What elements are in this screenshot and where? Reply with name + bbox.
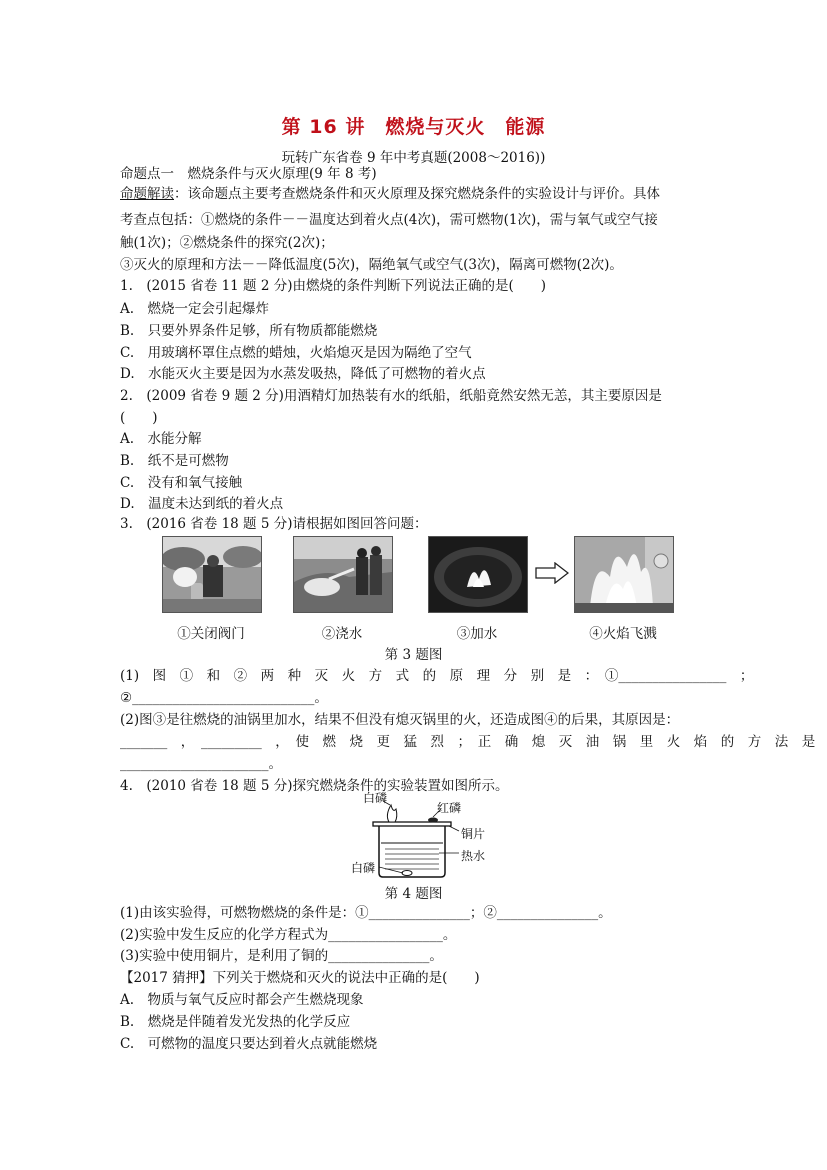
page-title: 第 16 讲 燃烧与灭火 能源 [281,116,546,138]
caption-3: ③加水 [456,626,498,642]
q3-stem: 3. (2016 省卷 18 题 5 分)请根据如图回答问题： [120,516,428,532]
q2-option-a: A. 水能分解 [120,431,202,447]
reading-line-2: 考查点包括：①燃烧的条件－－温度达到着火点(4次)，需可燃物(1次)，需与氧气或空气接 [120,212,658,228]
q1-option-c: C. 用玻璃杯罩住点燃的蜡烛，火焰熄灭是因为隔绝了空气 [120,345,472,361]
guess-option-b: B. 燃烧是伴随着发光发热的化学反应 [120,1014,351,1030]
q1-stem: 1. (2015 省卷 11 题 2 分)由燃烧的条件判断下列说法正确的是( ) [120,278,547,294]
q2-option-c: C. 没有和氧气接触 [120,475,243,491]
q1-option-a: A. 燃烧一定会引起爆炸 [120,301,270,317]
caption-1: ①关闭阀门 [177,626,245,642]
q3-figure [140,536,700,646]
topic-reading [120,184,720,204]
q4-part3: (3)实验中使用铜片，是利用了铜的_______________。 [120,948,443,964]
q3-part2-line3: ______________________。 [120,756,282,772]
q2-stem-paren: ( ) [120,410,158,426]
right-arrow-icon [535,562,569,584]
label-white-phosphorus-bottom: 白磷 [351,861,376,875]
photo-flame-splash [574,536,674,613]
guess-stem: 【2017 猜押】下列关于燃烧和灭火的说法中正确的是( ) [120,970,480,986]
q2-stem: 2. (2009 省卷 9 题 2 分)用酒精灯加热装有水的纸船，纸船竟然安然无恙，其主要原因是 [120,388,662,404]
q4-apparatus-diagram [345,791,495,880]
q4-stem: 4. (2010 省卷 18 题 5 分)探究燃烧条件的实验装置如图所示。 [120,778,509,794]
reading-text: ：该命题点主要考查燃烧条件和灭火原理及探究燃烧条件的实验设计与评价。具体 [174,186,660,202]
q3-part1-line1: (1) 图 ① 和 ② 两 种 灭 火 方 式 的 原 理 分 别 是 ： ①________________ ； [120,668,754,684]
photo-pour-water [293,536,393,613]
q4-figure-caption: 第 4 题图 [384,886,443,902]
caption-2: ②浇水 [321,626,363,642]
label-red-phosphorus: 红磷 [437,801,462,815]
photo-close-valve [162,536,262,613]
q3-figure-caption: 第 3 题图 [384,647,443,663]
q3-part1-line2: ②___________________________。 [120,690,328,706]
reading-label: 命题解读 [120,186,174,202]
reading-line-3: 触(1次)；②燃烧条件的探究(2次)； [120,235,334,251]
page-subtitle: 玩转广东省卷 9 年中考真题(2008～2016)) [281,150,546,166]
q1-option-b: B. 只要外界条件足够，所有物质都能燃烧 [120,323,378,339]
caption-4: ④火焰飞溅 [589,626,657,642]
guess-option-a: A. 物质与氧气反应时都会产生燃烧现象 [120,992,364,1008]
q4-part2: (2)实验中发生反应的化学方程式为_________________。 [120,927,457,943]
q2-option-b: B. 纸不是可燃物 [120,453,229,469]
label-white-phosphorus-top: 白磷 [363,791,388,805]
reading-line-4: ③灭火的原理和方法－－降低温度(5次)，隔绝氧气或空气(3次)，隔离可燃物(2次)。 [120,257,623,273]
photo-add-water [428,536,528,613]
guess-option-c: C. 可燃物的温度只要达到着火点就能燃烧 [120,1036,378,1052]
q2-option-d: D. 温度未达到纸的着火点 [120,496,284,512]
topic-heading: 命题点一 燃烧条件与灭火原理(9 年 8 考) [120,166,377,182]
q3-part2-line2: _______ ， _________ ， 使 燃 烧 更 猛 烈 ； 正 确 熄 灭 油 锅 里 火 焰 的 方 法 是 [120,734,816,750]
q4-part1: (1)由该实验得，可燃物燃烧的条件是：①_______________；②_______________。 [120,905,612,921]
label-copper-plate: 铜片 [461,827,486,841]
q3-part2-line1: (2)图③是往燃烧的油锅里加水，结果不但没有熄灭锅里的火，还造成图④的后果，其原因是： [120,712,680,728]
label-hot-water: 热水 [461,849,486,863]
q1-option-d: D. 水能灭火主要是因为水蒸发吸热，降低了可燃物的着火点 [120,366,486,382]
